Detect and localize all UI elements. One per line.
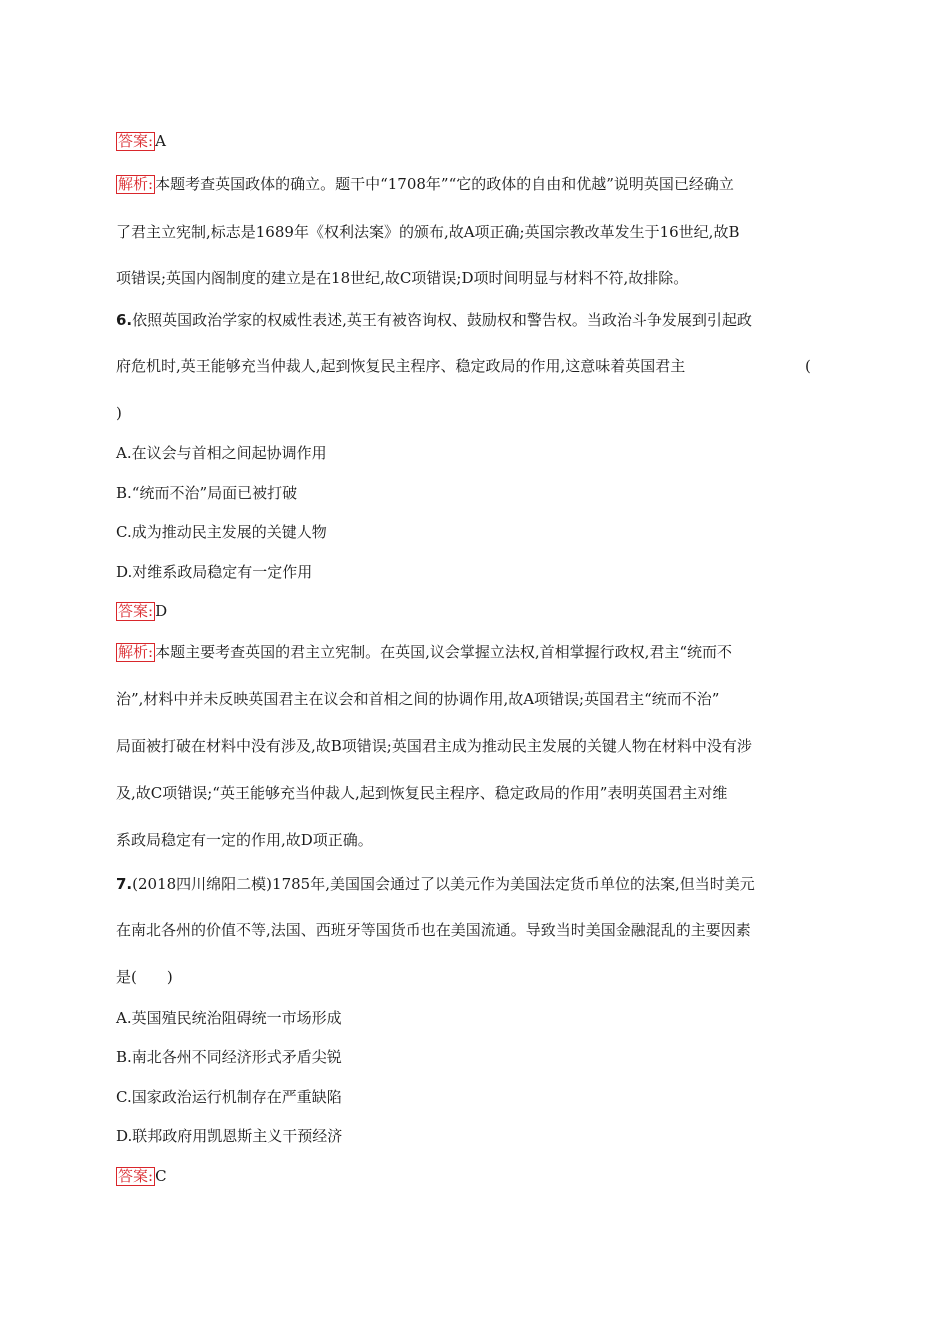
analysis-text: 项错误;英国内阁制度的建立是在18世纪,故C项错误;D项时间明显与材料不符,故排除。 [116, 269, 689, 287]
question-text: 府危机时,英王能够充当仲裁人,起到恢复民主程序、稳定政局的作用,这意味着英国君主 [116, 357, 686, 375]
analysis-text: 局面被打破在材料中没有涉及,故B项错误;英国君主成为推动民主发展的关键人物在材料中没有涉 [116, 737, 752, 755]
question-number: 6. [116, 311, 133, 329]
answer-line [116, 601, 167, 621]
question-number: 7. [116, 875, 133, 893]
analysis-text: 本题考查英国政体的确立。题干中“1708年”“它的政体的自由和优越”说明英国已经确立 [155, 175, 734, 193]
question-text: 在南北各州的价值不等,法国、西班牙等国货币也在美国流通。导致当时美国金融混乱的主要因素 [116, 921, 751, 939]
option-b: B.南北各州不同经济形式矛盾尖锐 [116, 1048, 342, 1066]
option-d: D.联邦政府用凯恩斯主义干预经济 [116, 1127, 343, 1145]
analysis-line [116, 642, 732, 662]
analysis-tag: 解析: [118, 643, 154, 661]
question-text: (2018四川绵阳二模)1785年,美国国会通过了以美元作为美国法定货币单位的法案,但当时美元 [132, 875, 755, 893]
question-text: 是( ) [116, 968, 173, 986]
answer-tag: 答案: [118, 602, 154, 620]
analysis-text: 及,故C项错误;“英王能够充当仲裁人,起到恢复民主程序、稳定政局的作用”表明英国君主对维 [116, 784, 728, 802]
analysis-text: 了君主立宪制,标志是1689年《权利法案》的颁布,故A项正确;英国宗教改革发生于16世纪,故B [116, 223, 740, 241]
option-b: B.“统而不治”局面已被打破 [116, 484, 298, 502]
option-d: D.对维系政局稳定有一定作用 [116, 563, 313, 581]
option-a: A.在议会与首相之间起协调作用 [116, 444, 327, 462]
option-a: A.英国殖民统治阻碍统一市场形成 [116, 1009, 342, 1027]
question-stem [116, 874, 755, 894]
option-c: C.成为推动民主发展的关键人物 [116, 523, 327, 541]
answer-line [116, 1166, 167, 1186]
answer-tag: 答案: [118, 1167, 154, 1185]
analysis-line [116, 174, 734, 194]
answer-value: D [155, 602, 168, 620]
answer-paren-close: ) [116, 404, 122, 422]
analysis-text: 本题主要考查英国的君主立宪制。在英国,议会掌握立法权,首相掌握行政权,君主“统而不 [155, 643, 733, 661]
answer-paren-open: ( [805, 357, 811, 375]
analysis-text: 治”,材料中并未反映英国君主在议会和首相之间的协调作用,故A项错误;英国君主“统而不治” [116, 690, 720, 708]
answer-value: C [155, 1167, 167, 1185]
answer-value: A [155, 132, 166, 150]
question-stem [116, 310, 752, 330]
option-c: C.国家政治运行机制存在严重缺陷 [116, 1088, 342, 1106]
analysis-tag: 解析: [118, 175, 154, 193]
question-text: 依照英国政治学家的权威性表述,英王有被咨询权、鼓励权和警告权。当政治斗争发展到引起政 [132, 311, 752, 329]
answer-line [116, 131, 166, 151]
analysis-text: 系政局稳定有一定的作用,故D项正确。 [116, 831, 373, 849]
answer-tag: 答案: [118, 132, 154, 150]
